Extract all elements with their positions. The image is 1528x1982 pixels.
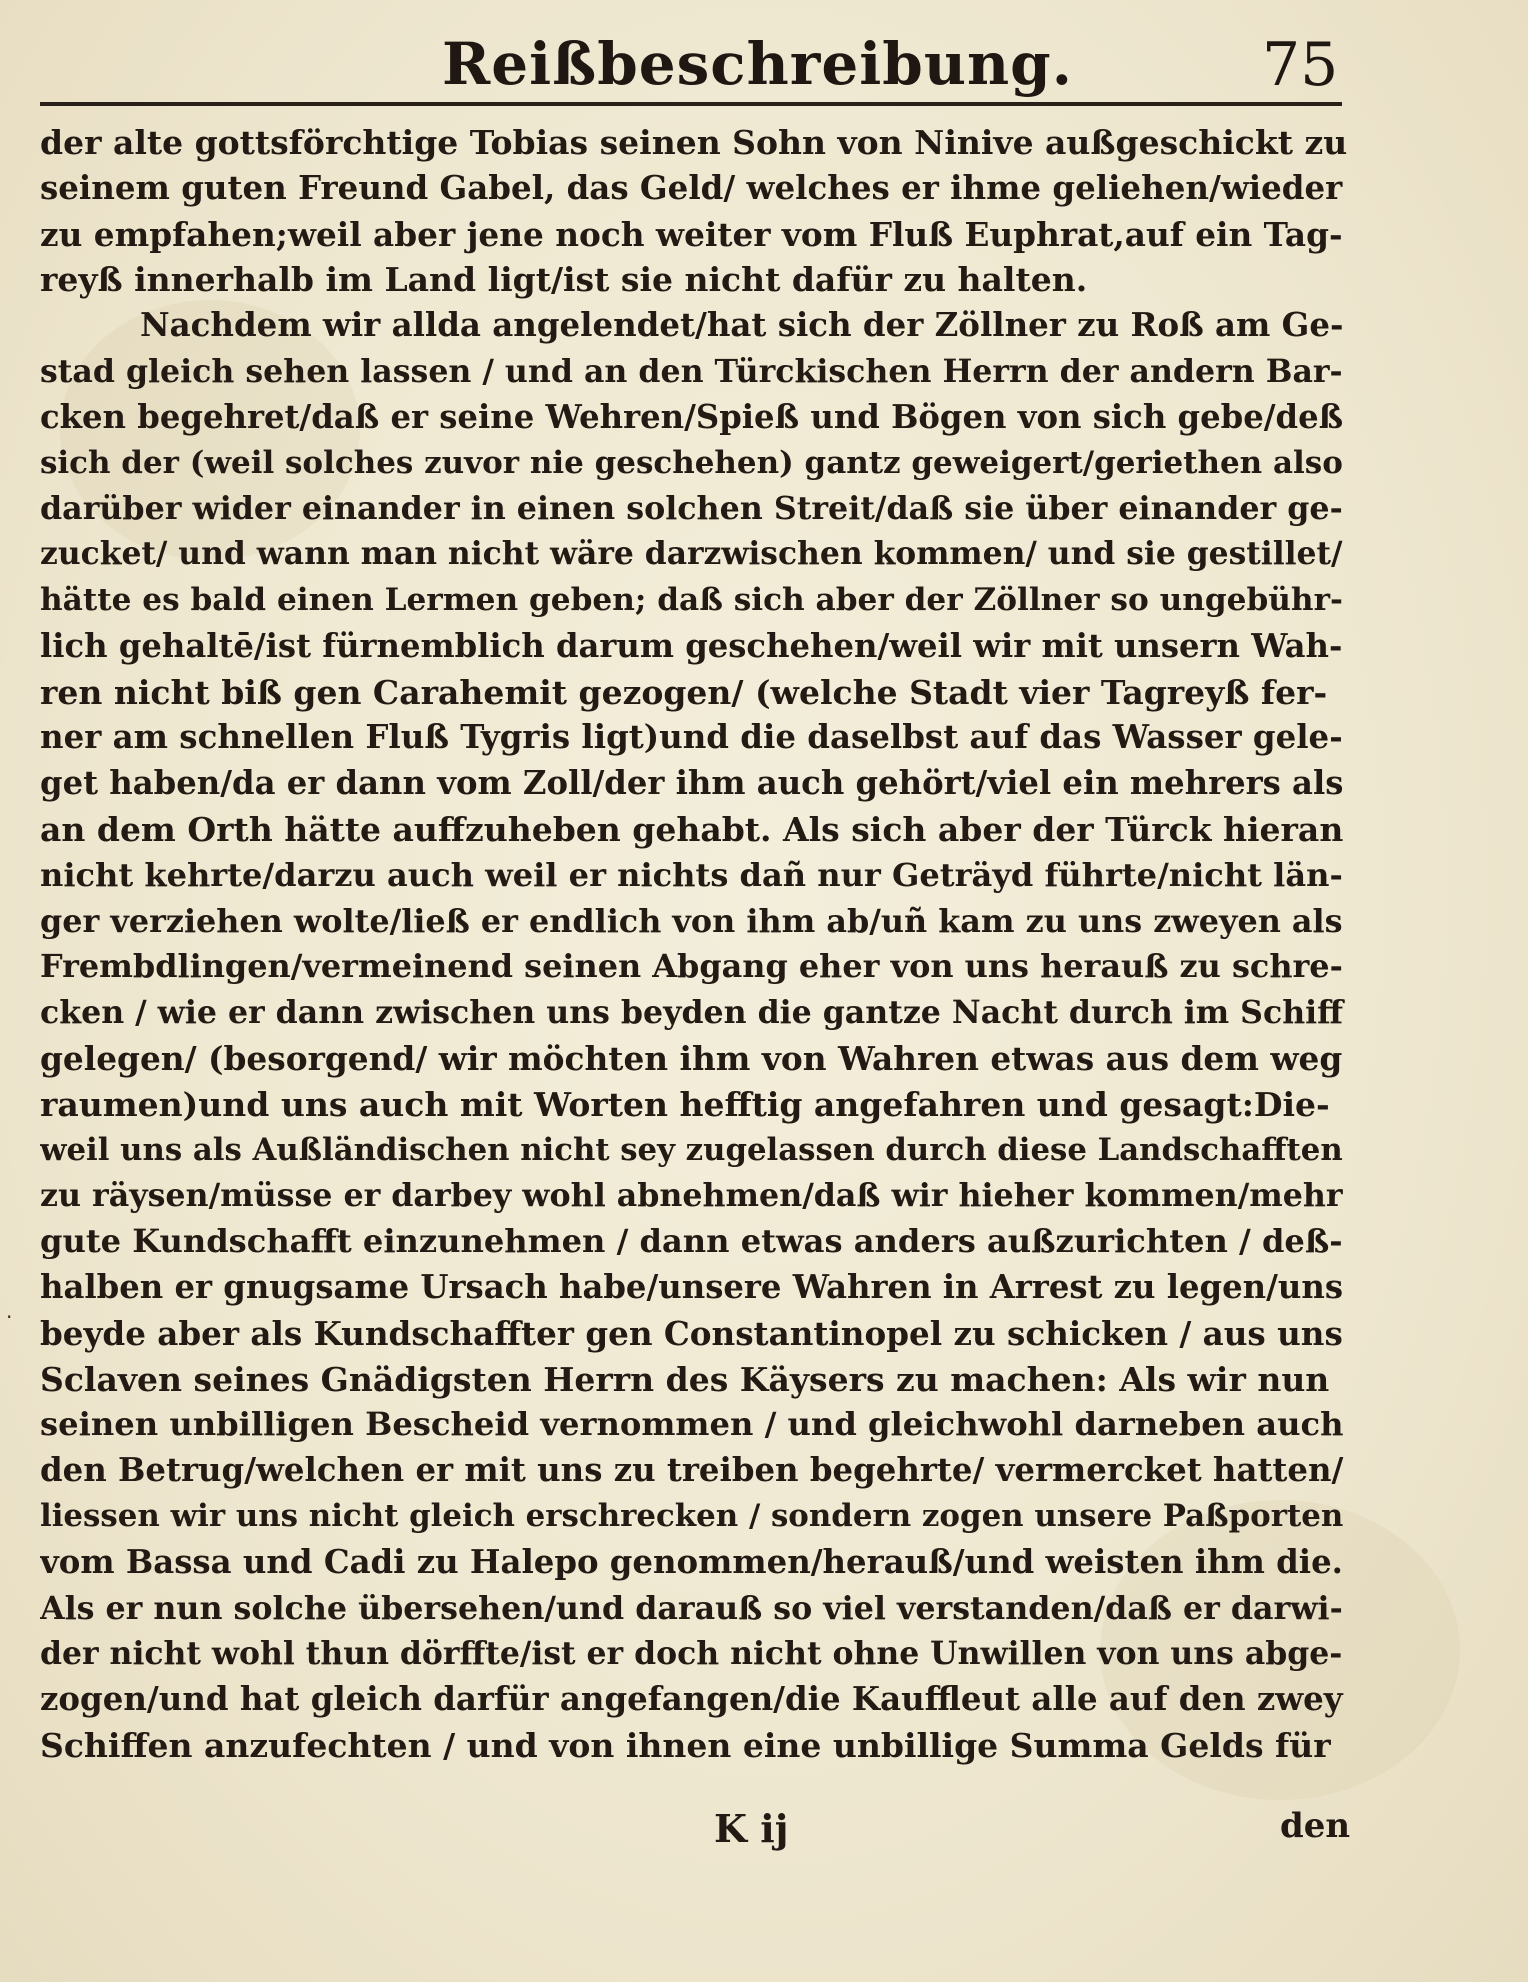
- running-title: Reißbeschreibung.: [442, 30, 1073, 98]
- paragraph-start-line: Nachdem wir allda angelendet/hat sich der Zöllner zu Roß am Ge-: [140, 306, 1344, 345]
- text-line: gelegen/ (besorgend/ wir möchten ihm von Wahren etwas aus dem weg: [40, 1038, 1343, 1078]
- text-line: gute Kundschafft einzunehmen / dann etwas anders außzurichten / deß-: [40, 1222, 1343, 1261]
- text-line: vom Bassa und Cadi zu Halepo genommen/herauß/und weisten ihm die.: [40, 1542, 1343, 1581]
- text-line: darüber wider einander in einen solchen Streit/daß sie über einander ge-: [40, 490, 1343, 528]
- text-line: seinen unbilligen Bescheid vernommen / und gleichwohl darneben auch: [40, 1405, 1344, 1444]
- text-line: an dem Orth hätte auffzuheben gehabt. Als sich aber der Türck hieran: [40, 809, 1344, 849]
- text-line: ner am schnellen Fluß Tygris ligt)und die daselbst auf das Wasser gele-: [40, 718, 1343, 757]
- text-line: nicht kehrte/darzu auch weil er nichts dañ nur Geträyd führte/nicht län-: [40, 855, 1343, 894]
- text-line: ren nicht biß gen Carahemit gezogen/ (welche Stadt vier Tagreyß fer-: [40, 672, 1328, 712]
- text-line: get haben/da er dann vom Zoll/der ihm auch gehört/viel ein mehrers als: [40, 764, 1344, 803]
- text-line: der nicht wohl thun dörffte/ist er doch nicht ohne Unwillen von uns abge-: [40, 1635, 1343, 1673]
- page-header: [40, 22, 1340, 112]
- text-line: ger verziehen wolte/ließ er endlich von ihm ab/uñ kam zu uns zweyen als: [40, 901, 1343, 940]
- text-line: Sclaven seines Gnädigsten Herrn des Käysers zu machen: Als wir nun: [40, 1359, 1330, 1399]
- text-line: lich gehaltē/ist fürnemblich darum geschehen/weil wir mit unsern Wah-: [40, 626, 1343, 665]
- text-line: weil uns als Außländischen nicht sey zugelassen durch diese Landschafften: [40, 1131, 1343, 1168]
- text-line: zu räysen/müsse er darbey wohl abnehmen/daß wir hieher kommen/mehr: [40, 1177, 1343, 1215]
- text-line: der alte gottsförchtige Tobias seinen Sohn von Ninive außgeschickt zu: [40, 123, 1348, 162]
- page-number: 75: [1262, 30, 1339, 100]
- text-line: zogen/und hat gleich darfür angefangen/die Kauffleut alle auf den zwey: [40, 1680, 1343, 1719]
- header-rule: [40, 102, 1342, 106]
- text-line: seinem guten Freund Gabel, das Geld/ welches er ihme geliehen/wieder: [40, 168, 1343, 207]
- margin-mark: ·: [6, 1305, 13, 1329]
- body-text: [40, 120, 1350, 1769]
- text-line: cken / wie er dann zwischen uns beyden die gantze Nacht durch im Schiff: [40, 994, 1344, 1032]
- text-line: liessen wir uns nicht gleich erschrecken / sondern zogen unsere Paßporten: [40, 1497, 1344, 1534]
- text-line: beyde aber als Kundschaffter gen Constantinopel zu schicken / aus uns: [40, 1313, 1343, 1353]
- text-line: cken begehret/daß er seine Wehren/Spieß und Bögen von sich gebe/deß: [40, 397, 1344, 436]
- text-line: zu empfahen;weil aber jene noch weiter vom Fluß Euphrat,auf ein Tag-: [40, 214, 1343, 254]
- text-line: zucket/ und wann man nicht wäre darzwischen kommen/ und sie gestillet/: [40, 536, 1343, 573]
- catchword: den: [1280, 1806, 1351, 1846]
- text-line: stad gleich sehen lassen / und an den Türckischen Herrn der andern Bar-: [40, 352, 1343, 390]
- text-line: raumen)und uns auch mit Worten hefftig angefahren und gesagt:Die-: [40, 1084, 1330, 1124]
- text-line: Als er nun solche übersehen/und darauß so viel verstanden/daß er darwi-: [40, 1589, 1343, 1627]
- text-line: hätte es bald einen Lermen geben; daß sich aber der Zöllner so ungebühr-: [40, 581, 1343, 618]
- text-line: halben er gnugsame Ursach habe/unsere Wahren in Arrest zu legen/uns: [40, 1267, 1344, 1306]
- text-line: Frembdlingen/vermeinend seinen Abgang eher von uns herauß zu schre-: [40, 947, 1343, 986]
- text-line: den Betrug/welchen er mit uns zu treiben begehrte/ vermercket hatten/: [40, 1451, 1344, 1490]
- text-line: sich der (weil solches zuvor nie geschehen) gantz geweigert/geriethen also: [40, 444, 1343, 481]
- signature-mark: K ij: [714, 1806, 789, 1851]
- text-line: reyß innerhalb im Land ligt/ist sie nicht dafür zu halten.: [40, 260, 1088, 300]
- text-line: Schiffen anzufechten / und von ihnen eine unbillige Summa Gelds für: [40, 1725, 1331, 1765]
